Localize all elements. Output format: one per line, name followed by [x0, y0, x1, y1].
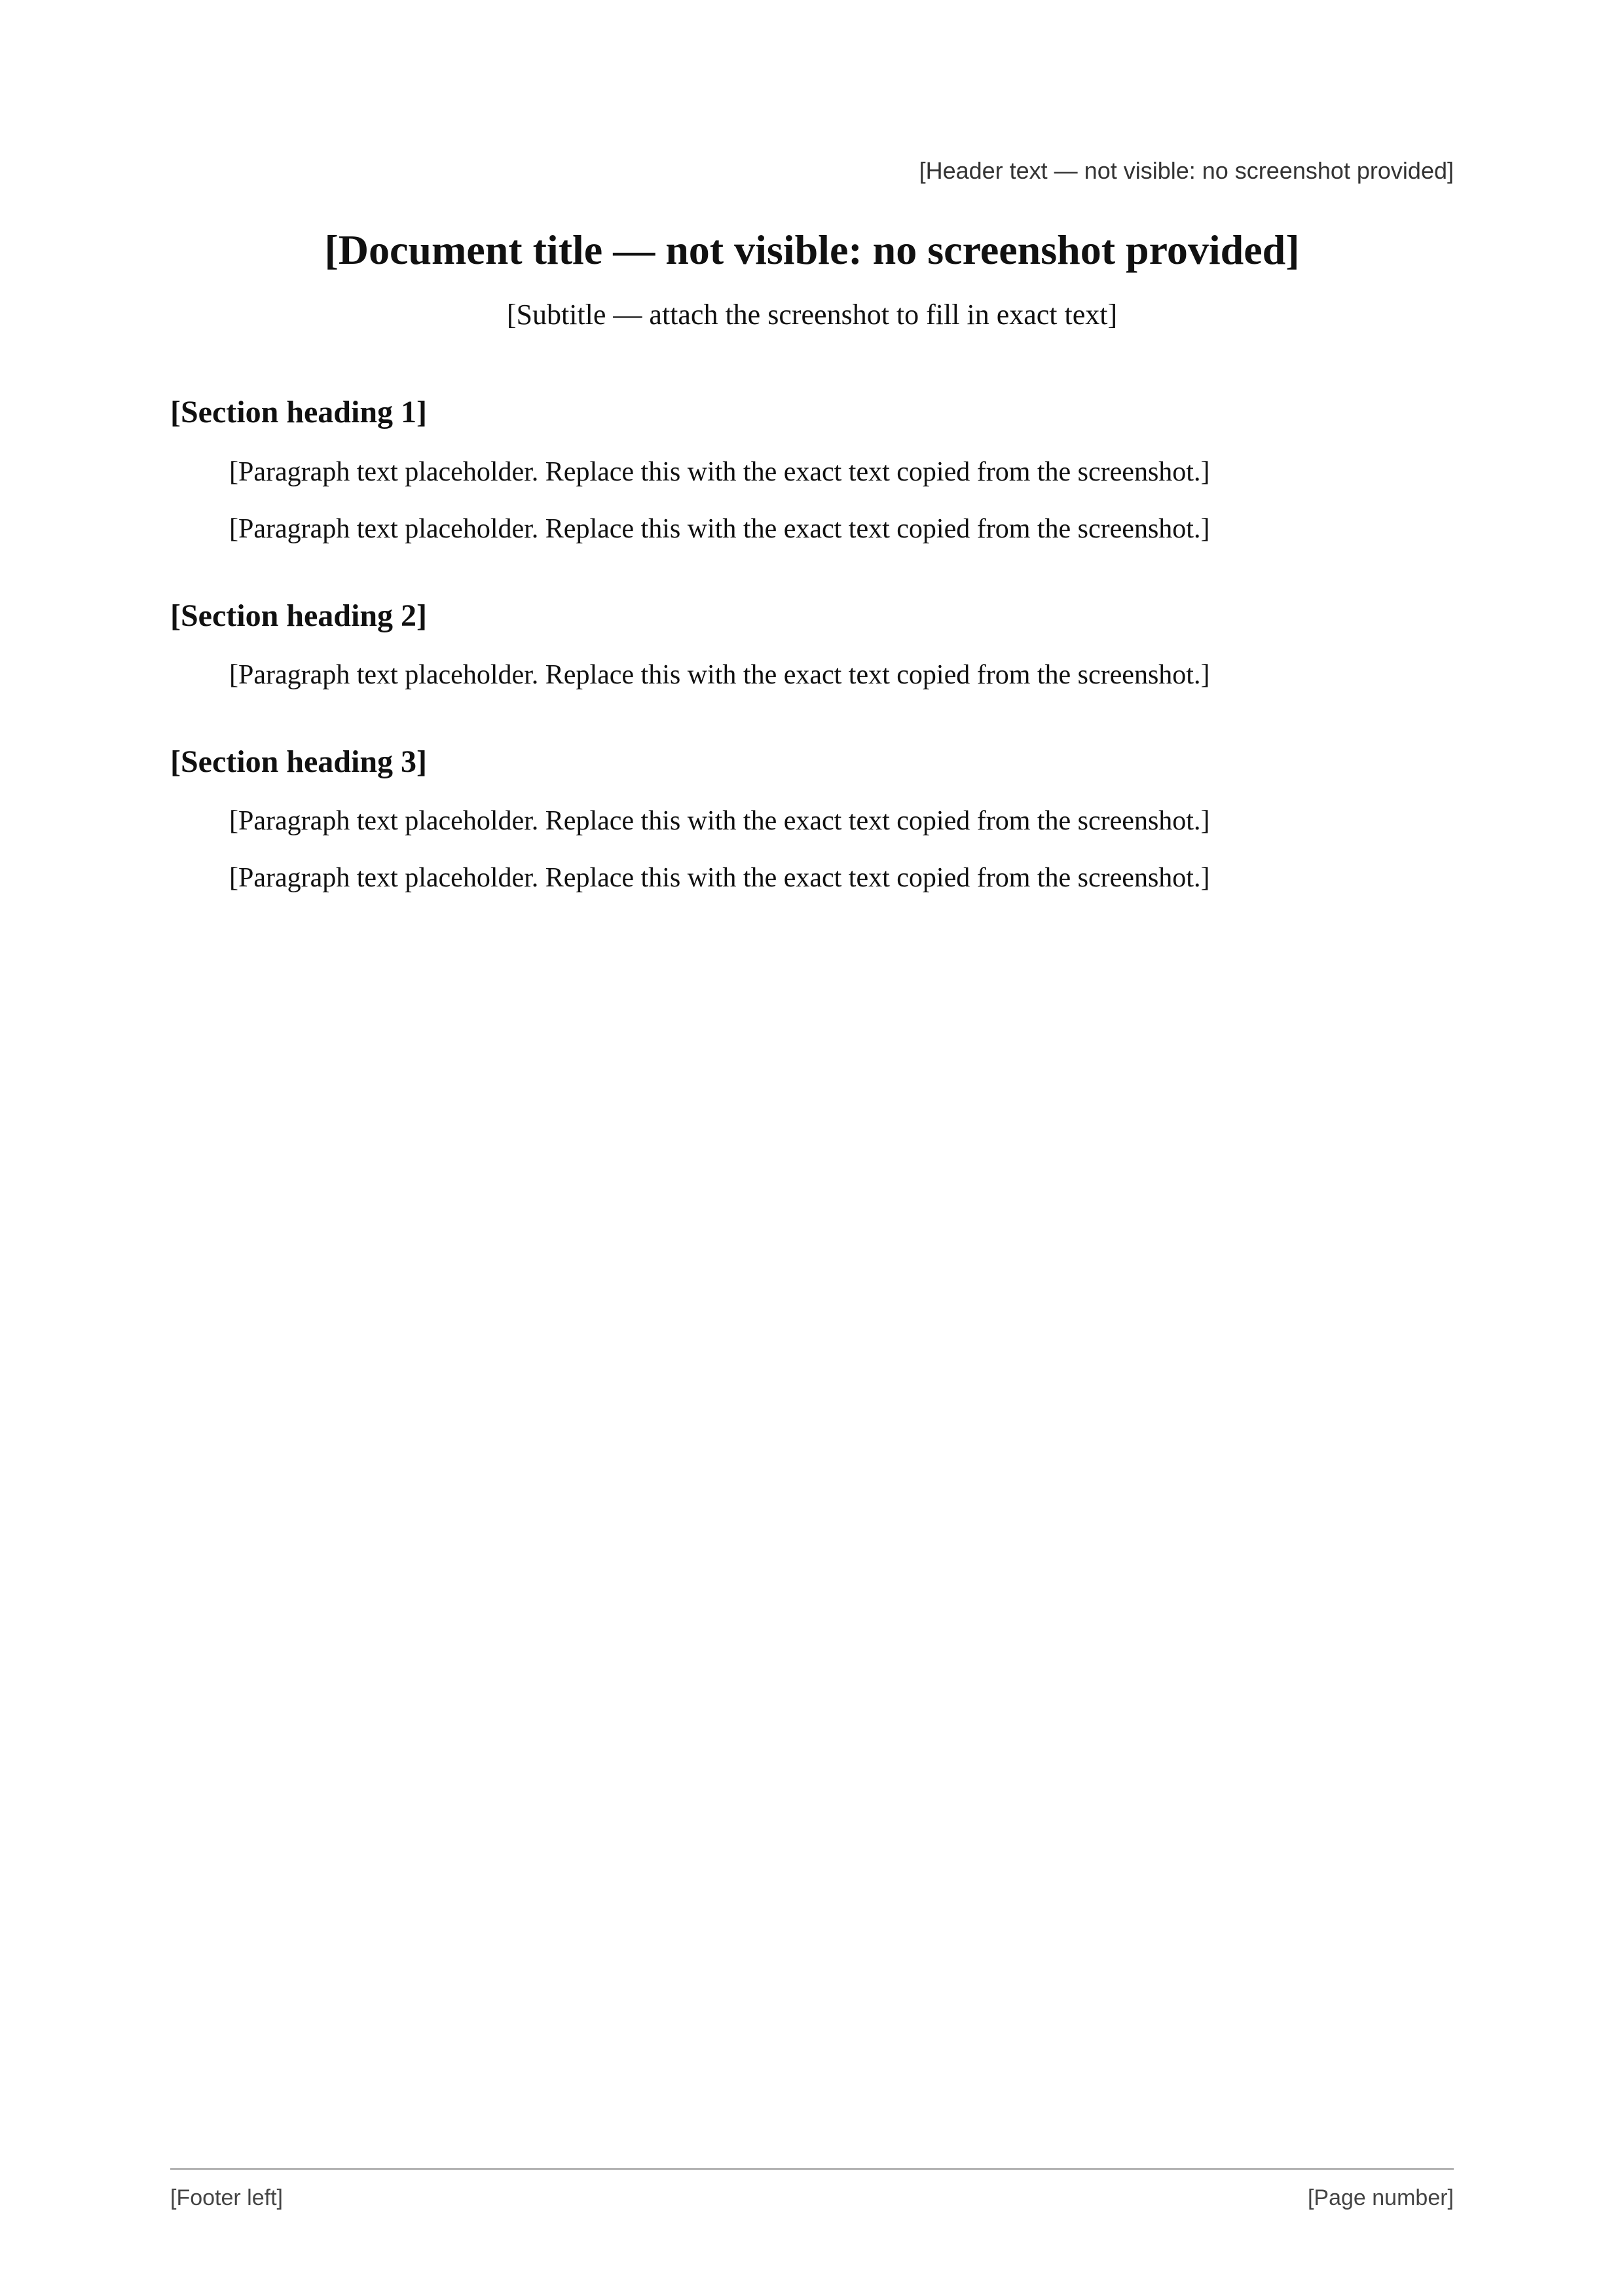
- document-section: [170, 392, 1454, 549]
- section-heading: [Section heading 3]: [170, 744, 428, 779]
- section-heading: [Section heading 1]: [170, 395, 428, 430]
- document-section: [170, 596, 1454, 696]
- footer-text: [Footer left]: [170, 2185, 283, 2210]
- document-title: [Document title — not visible: no screenshot provided]: [324, 227, 1300, 273]
- body-paragraph: [Paragraph text placeholder. Replace this with the exact text copied from the screenshot.]: [229, 863, 1210, 894]
- body-paragraph: [Paragraph text placeholder. Replace this with the exact text copied from the screenshot.]: [229, 513, 1210, 544]
- document-body: [170, 392, 1454, 899]
- body-paragraph: [Paragraph text placeholder. Replace this with the exact text copied from the screenshot.]: [229, 806, 1210, 837]
- body-paragraph: [Paragraph text placeholder. Replace this with the exact text copied from the screenshot.]: [229, 456, 1210, 487]
- section-heading: [Section heading 2]: [170, 598, 428, 633]
- page-header: [Header text — not visible: no screenshot provided]: [919, 157, 1454, 184]
- body-paragraph: [Paragraph text placeholder. Replace this with the exact text copied from the screenshot.]: [229, 659, 1210, 690]
- document-section: [170, 742, 1454, 899]
- page-footer: [170, 2168, 1454, 2211]
- document-subtitle: [Subtitle — attach the screenshot to fill in exact text]: [506, 299, 1118, 331]
- page-number: [Page number]: [1307, 2185, 1454, 2210]
